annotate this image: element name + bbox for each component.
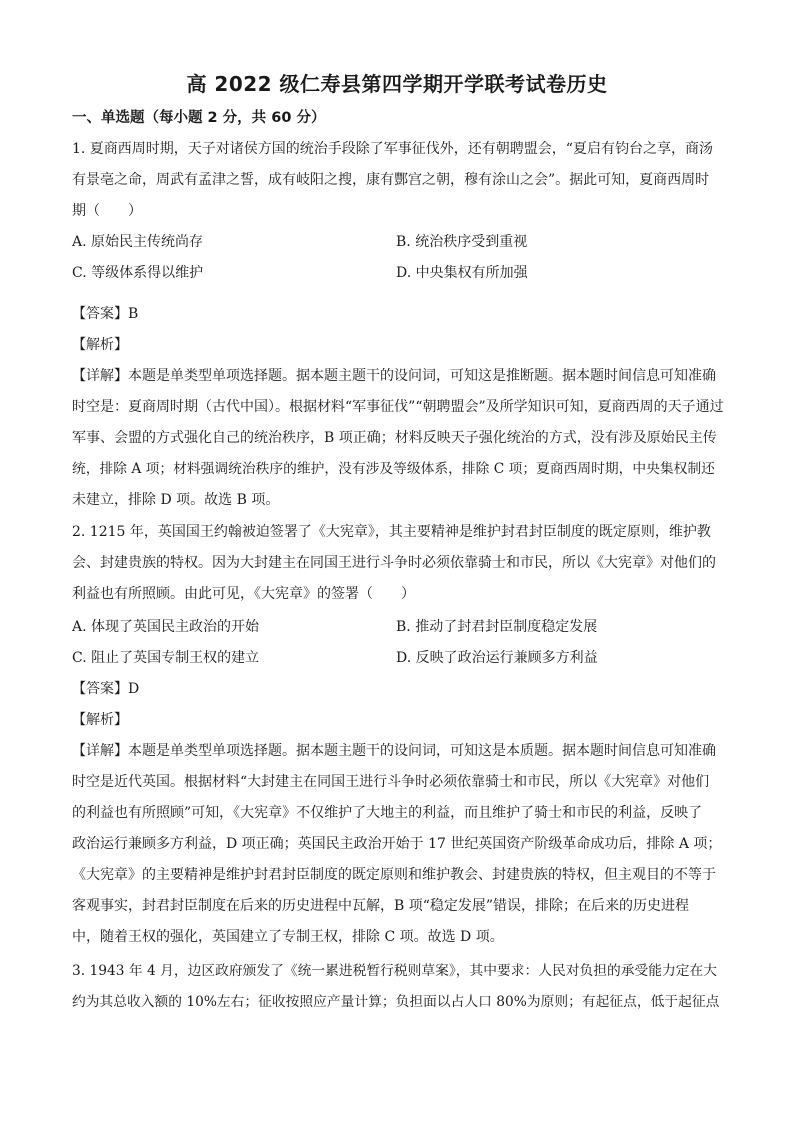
detail-line: 时空是：夏商周时期（古代中国）。根据材料“军事征伐”“朝聘盟会”及所学知识可知，夏商西周的天子通过 <box>72 399 724 415</box>
question-line: 约为其总收入额的 10%左右；征收按照应产量计算；负担面以占人口 80%为原则；有起征点，低于起征点 <box>72 994 720 1010</box>
question-1-options-row-1 <box>72 227 724 258</box>
detail-line: 客观事实，封君封臣制度在后来的历史进程中瓦解，B 项“稳定发展”错误，排除；在后来的历史进程 <box>72 898 690 914</box>
detail-line: 【详解】本题是单类型单项选择题。据本题主题干的设问词，可知这是推断题。据本题时间信息可知准确 <box>72 368 716 384</box>
question-line: 会、封建贵族的特权。因为大封建主在同国王进行斗争时必须依靠骑士和市民，所以《大宪章》对他们的 <box>72 555 716 571</box>
question-1-options-row-2 <box>72 258 724 289</box>
detail-line: 时空是近代英国。根据材料“大封建主在同国王进行斗争时必须依靠骑士和市民，所以《大宪章》对他们 <box>72 774 710 790</box>
question-2-stem <box>72 517 724 610</box>
option-d: D. 反映了政治运行兼顾多方利益 <box>396 650 598 666</box>
option-c: C. 阻止了英国专制王权的建立 <box>72 650 260 666</box>
question-2-detail <box>72 736 724 953</box>
detail-line: 统，排除 A 项；材料强调统治秩序的维护，没有涉及等级体系，排除 C 项；夏商西周时期，中央集权制还 <box>72 461 715 477</box>
detail-line: 《大宪章》的主要精神是维护封君封臣制度的既定原则和维护教会、封建贵族的特权，但主观目的不等于 <box>72 867 716 883</box>
question-line: 2. 1215 年，英国国王约翰被迫签署了《大宪章》，其主要精神是维护封君封臣制度的既定原则，维护教 <box>72 524 711 540</box>
analysis-label: 【解析】 <box>72 337 128 353</box>
option-d: D. 中央集权有所加强 <box>396 265 528 281</box>
section-heading: 一、单选题（每小题 2 分，共 60 分） <box>72 110 326 126</box>
option-b: B. 推动了封君封臣制度稳定发展 <box>396 619 598 635</box>
option-a: A. 原始民主传统尚存 <box>72 234 204 250</box>
page-title: 高 2022 级仁寿县第四学期开学联考试卷历史 <box>186 72 608 96</box>
question-2-options-row-2 <box>72 643 724 674</box>
question-3-stem <box>72 956 724 1018</box>
option-b: B. 统治秩序受到重视 <box>396 234 528 250</box>
question-1-stem <box>72 134 724 227</box>
detail-line: 军事、会盟的方式强化自己的统治秩序，B 项正确；材料反映天子强化统治的方式，没有涉及原始民主传 <box>72 430 717 446</box>
question-line: 1. 夏商西周时期，天子对诸侯方国的统治手段除了军事征伐外，还有朝聘盟会，“夏启有钧台之享，商汤 <box>72 141 713 157</box>
detail-line: 政治运行兼顾多方利益，D 项正确；英国民主政治开始于 17 世纪英国资产阶级革命成功后，排除 A 项； <box>72 836 722 852</box>
question-2-options-row-1 <box>72 612 724 643</box>
detail-line: 中，随着王权的强化，英国建立了专制王权，排除 C 项。故选 D 项。 <box>72 929 504 945</box>
question-line: 期（ ） <box>72 203 142 219</box>
option-a: A. 体现了英国民主政治的开始 <box>72 619 260 635</box>
analysis-label: 【解析】 <box>72 712 128 728</box>
detail-line: 【详解】本题是单类型单项选择题。据本题主题干的设问词，可知这是本质题。据本题时间信息可知准确 <box>72 743 716 759</box>
detail-line: 未建立，排除 D 项。故选 B 项。 <box>72 492 280 508</box>
question-line: 3. 1943 年 4 月，边区政府颁发了《统一累进税暂行税则草案》，其中要求：人民对负担的承受能力定在大 <box>72 963 717 979</box>
answer-label: 【答案】B <box>72 306 139 322</box>
question-line: 利益也有所照顾。由此可见，《大宪章》的签署（ ） <box>72 586 415 602</box>
option-c: C. 等级体系得以维护 <box>72 265 204 281</box>
question-line: 有景亳之命，周武有孟津之誓，成有岐阳之搜，康有酆宫之朝，穆有涂山之会”。据此可知，夏商西周时 <box>72 172 710 188</box>
answer-label: 【答案】D <box>72 681 140 697</box>
question-1-detail <box>72 361 724 516</box>
detail-line: 的利益也有所照顾”可知，《大宪章》不仅维护了大地主的利益，而且维护了骑士和市民的利益，反映了 <box>72 805 703 821</box>
